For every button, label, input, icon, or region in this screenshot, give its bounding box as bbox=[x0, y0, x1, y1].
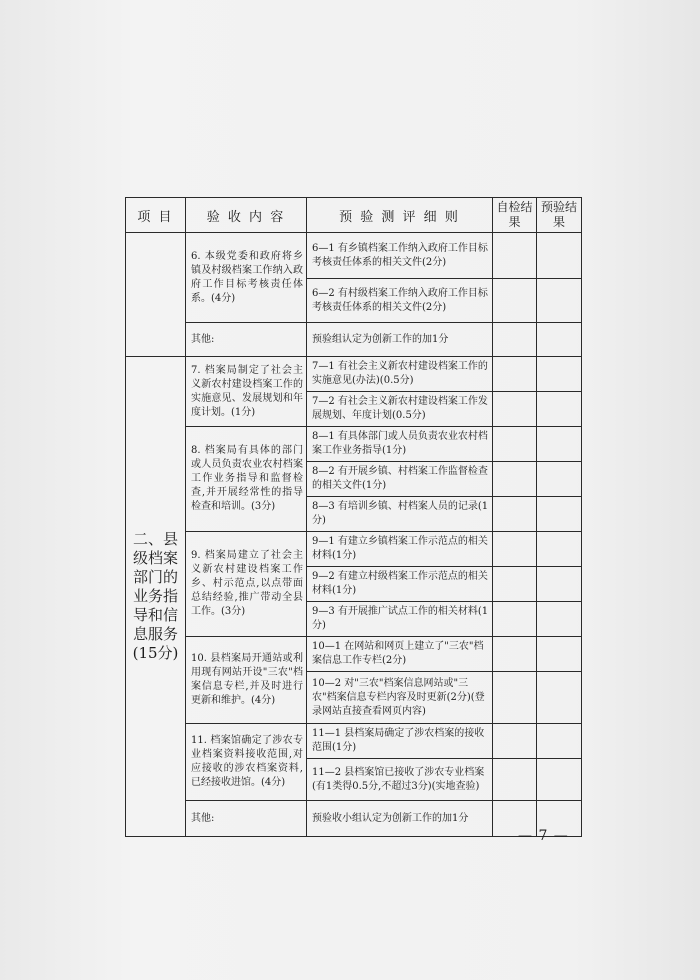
self-check-cell[interactable] bbox=[493, 279, 537, 323]
item9-content: 9. 档案局建立了社会主义新农村建设档案工作乡、村示范点,以点带面总结经验,推广带动全县工作。(3分) bbox=[186, 532, 307, 637]
table-row bbox=[126, 637, 582, 672]
item7-content: 7. 档案局制定了社会主义新农村建设档案工作的实施意见、发展规划和年度计划。(1分) bbox=[186, 357, 307, 427]
rule-9-3: 9—3 有开展推广试点工作的相关材料(1分) bbox=[307, 602, 493, 637]
self-check-cell[interactable] bbox=[493, 357, 537, 392]
pre-check-cell[interactable] bbox=[537, 497, 582, 532]
page-number: — 7 — bbox=[518, 828, 569, 844]
rule-6-1: 6—1 有乡镇档案工作纳入政府工作目标考核责任体系的相关文件(2分) bbox=[307, 233, 493, 279]
table-row bbox=[126, 357, 582, 392]
self-check-cell[interactable] bbox=[493, 462, 537, 497]
self-check-cell[interactable] bbox=[493, 427, 537, 462]
item11-content: 11. 档案馆确定了涉农专业档案资料接收范围,对应接收的涉农档案资料,已经接收进馆。(4分) bbox=[186, 724, 307, 801]
pre-check-cell[interactable] bbox=[537, 567, 582, 602]
table-header-row bbox=[126, 198, 582, 233]
self-check-cell[interactable] bbox=[493, 392, 537, 427]
table-row bbox=[126, 427, 582, 462]
pre-check-cell[interactable] bbox=[537, 392, 582, 427]
pre-check-cell[interactable] bbox=[537, 233, 582, 279]
other-label-1: 其他: bbox=[186, 323, 307, 357]
other-rule-1: 预验组认定为创新工作的加1分 bbox=[307, 323, 493, 357]
rule-11-2: 11—2 县档案馆已接收了涉农专业档案(有1类得0.5分,不超过3分)(实地查验) bbox=[307, 759, 493, 801]
rule-7-2: 7—2 有社会主义新农村建设档案工作发展规划、年度计划(0.5分) bbox=[307, 392, 493, 427]
rule-10-1: 10—1 在网站和网页上建立了"三农"档案信息工作专栏(2分) bbox=[307, 637, 493, 672]
self-check-cell[interactable] bbox=[493, 602, 537, 637]
self-check-cell[interactable] bbox=[493, 323, 537, 357]
pre-check-cell[interactable] bbox=[537, 672, 582, 724]
header-self-check: 自检结果 bbox=[493, 198, 537, 233]
rule-10-2: 10—2 对"三农"档案信息网站或"三农"档案信息专栏内容及时更新(2分)(登录网站直接查看网页内容) bbox=[307, 672, 493, 724]
table-row bbox=[126, 801, 582, 837]
pre-check-cell[interactable] bbox=[537, 462, 582, 497]
pre-check-cell[interactable] bbox=[537, 427, 582, 462]
pre-check-cell[interactable] bbox=[537, 279, 582, 323]
table-row bbox=[126, 233, 582, 279]
other-label-2: 其他: bbox=[186, 801, 307, 837]
rule-11-1: 11—1 县档案局确定了涉农档案的接收范围(1分) bbox=[307, 724, 493, 759]
header-content: 验 收 内 容 bbox=[186, 198, 307, 233]
pre-check-cell[interactable] bbox=[537, 323, 582, 357]
project-cell-continued bbox=[126, 233, 186, 357]
pre-check-cell[interactable] bbox=[537, 357, 582, 392]
self-check-cell[interactable] bbox=[493, 759, 537, 801]
rule-9-1: 9—1 有建立乡镇档案工作示范点的相关材料(1分) bbox=[307, 532, 493, 567]
self-check-cell[interactable] bbox=[493, 637, 537, 672]
table-row bbox=[126, 724, 582, 759]
pre-check-cell[interactable] bbox=[537, 602, 582, 637]
item8-content: 8. 档案局有具体的部门或人员负责农业农村档案工作业务指导和监督检查,并开展经常性的指导检查和培训。(3分) bbox=[186, 427, 307, 532]
other-rule-2: 预验收小组认定为创新工作的加1分 bbox=[307, 801, 493, 837]
rule-8-1: 8—1 有具体部门或人员负责农业农村档案工作业务指导(1分) bbox=[307, 427, 493, 462]
self-check-cell[interactable] bbox=[493, 567, 537, 602]
item6-content: 6. 本级党委和政府将乡镇及村级档案工作纳入政府工作目标考核责任体系。(4分) bbox=[186, 233, 307, 323]
rule-6-2: 6—2 有村级档案工作纳入政府工作目标考核责任体系的相关文件(2分) bbox=[307, 279, 493, 323]
project-section-2: 二、县级档案部门的业务指导和信息服务(15分) bbox=[126, 357, 186, 837]
header-project: 项 目 bbox=[126, 198, 186, 233]
table-row bbox=[126, 323, 582, 357]
table-row bbox=[126, 532, 582, 567]
self-check-cell[interactable] bbox=[493, 497, 537, 532]
rule-8-3: 8—3 有培训乡镇、村档案人员的记录(1分) bbox=[307, 497, 493, 532]
pre-check-cell[interactable] bbox=[537, 724, 582, 759]
pre-check-cell[interactable] bbox=[537, 532, 582, 567]
rule-9-2: 9—2 有建立村级档案工作示范点的相关材料(1分) bbox=[307, 567, 493, 602]
self-check-cell[interactable] bbox=[493, 233, 537, 279]
pre-check-cell[interactable] bbox=[537, 759, 582, 801]
header-pre-check: 预验结果 bbox=[537, 198, 582, 233]
rule-7-1: 7—1 有社会主义新农村建设档案工作的实施意见(办法)(0.5分) bbox=[307, 357, 493, 392]
header-rules: 预 验 测 评 细 则 bbox=[307, 198, 493, 233]
pre-check-cell[interactable] bbox=[537, 637, 582, 672]
evaluation-table bbox=[125, 197, 582, 837]
item10-content: 10. 县档案局开通站或利用现有网站开设"三农"档案信息专栏,并及时进行更新和维护。(4分) bbox=[186, 637, 307, 724]
self-check-cell[interactable] bbox=[493, 724, 537, 759]
rule-8-2: 8—2 有开展乡镇、村档案工作监督检查的相关文件(1分) bbox=[307, 462, 493, 497]
self-check-cell[interactable] bbox=[493, 532, 537, 567]
self-check-cell[interactable] bbox=[493, 672, 537, 724]
